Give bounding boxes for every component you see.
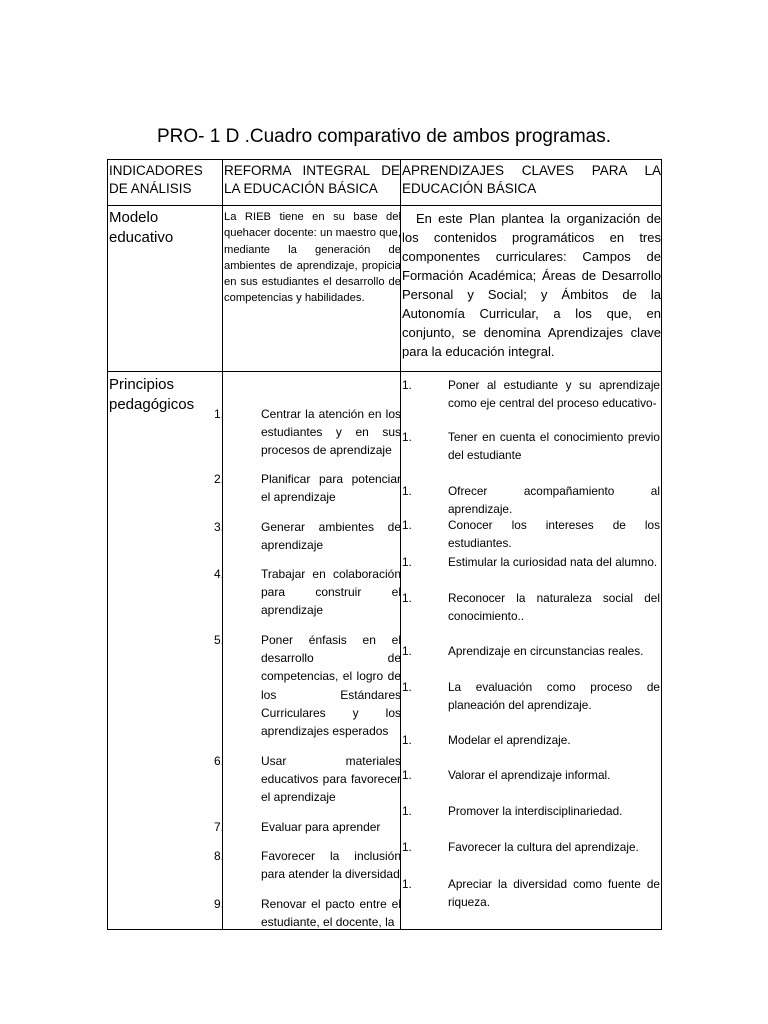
page-title: PRO- 1 D .Cuadro comparativo de ambos programas. xyxy=(156,126,612,147)
header-line: EDUCACIÓN BÁSICA xyxy=(402,181,537,196)
list-number: 1. xyxy=(402,768,412,782)
row-label-modelo-educativo xyxy=(109,208,219,248)
list-number: 1. xyxy=(402,555,412,569)
list-number: 1. xyxy=(402,644,412,658)
list-text: Usar materiales educativos para favorecer el aprendizaje xyxy=(261,754,401,805)
ac-principles-list xyxy=(402,160,661,929)
list-text: Ofrecer acompañamiento al aprendizaje. xyxy=(448,484,660,516)
row-label-line: educativo xyxy=(109,229,174,246)
header-line: INDICADORES xyxy=(109,163,203,178)
list-number: 1. xyxy=(402,378,412,392)
comparison-table xyxy=(107,159,662,930)
list-number: 1. xyxy=(402,733,412,747)
list-number: 4. xyxy=(214,567,225,581)
header-line: LA EDUCACIÓN BÁSICA xyxy=(224,181,378,196)
list-text: Trabajar en colaboración para construir el aprendizaje xyxy=(261,567,401,618)
list-text: Conocer los intereses de los estudiantes. xyxy=(448,518,660,550)
list-text: Renovar el pacto entre el estudiante, el docente, la xyxy=(261,897,401,930)
header-line: REFORMA INTEGRAL DE xyxy=(224,163,400,178)
list-number: 1. xyxy=(402,591,412,605)
list-text: Poner al estudiante y su aprendizaje como eje central del proceso educativo- xyxy=(448,378,660,410)
list-text: Evaluar para aprender xyxy=(261,820,381,834)
ac-modelo-paragraph: En este Plan plantea la organización de los contenidos programáticos en tres componentes curriculares: Campos de Formación Académica; Áreas de Desarrollo Personal y Social; y Ámbitos de la Autonomía Curricular, a los que, en conjunto, se denomina Aprendizajes clave para la educación integral. xyxy=(402,211,661,359)
list-text: Generar ambientes de aprendizaje xyxy=(261,520,401,553)
list-number: 1. xyxy=(402,484,412,498)
list-number: 2. xyxy=(214,472,225,486)
list-number: 1. xyxy=(214,407,225,421)
list-text: Valorar el aprendizaje informal. xyxy=(448,768,611,782)
list-number: 1. xyxy=(402,804,412,818)
header-indicadores xyxy=(109,162,219,198)
column-divider xyxy=(222,160,223,929)
list-text: Tener en cuenta el conocimiento previo del estudiante xyxy=(448,430,660,462)
row-label-line: Principios xyxy=(109,376,175,393)
list-text: Poner énfasis en el desarrollo de competencias, el logro de los Estándares Curriculares y los aprendizajes esperados xyxy=(261,633,401,739)
list-text: Centrar la atención en los estudiantes y en sus procesos de aprendizaje xyxy=(261,407,401,458)
rieb-principles-list xyxy=(214,160,401,930)
list-number: 5. xyxy=(214,633,225,647)
list-text: Planificar para potenciar el aprendizaje xyxy=(261,472,401,505)
list-text: Apreciar la diversidad como fuente de riqueza. xyxy=(448,877,660,909)
list-number: 9. xyxy=(214,897,225,911)
list-text: Reconocer la naturaleza social del conocimiento.. xyxy=(448,591,660,623)
row-label-line: pedagógicos xyxy=(109,396,195,413)
list-number: 3. xyxy=(214,520,225,534)
list-number: 1. xyxy=(402,680,412,694)
header-line: APRENDIZAJES CLAVES PARA LA xyxy=(402,163,661,178)
list-number: 7. xyxy=(214,820,225,834)
list-number: 8. xyxy=(214,849,225,863)
header-line: DE ANÁLISIS xyxy=(109,181,192,196)
list-number: 1. xyxy=(402,430,412,444)
list-number: 1. xyxy=(402,518,412,532)
list-text: Aprendizaje en circunstancias reales. xyxy=(448,644,644,658)
list-number: 1. xyxy=(402,877,412,891)
row-label-line: Modelo xyxy=(109,209,159,226)
rieb-modelo-text: La RIEB tiene en su base del quehacer docente: un maestro que, mediante la generación de ambientes de aprendizaje, propicia en sus estudiantes el desarrollo de competencias y habilidades. xyxy=(224,211,401,305)
list-text: Promover la interdisciplinariedad. xyxy=(448,804,623,818)
list-number: 6. xyxy=(214,754,225,768)
list-text: Modelar el aprendizaje. xyxy=(448,733,571,747)
list-text: Estimular la curiosidad nata del alumno. xyxy=(448,555,658,569)
list-text: Favorecer la cultura del aprendizaje. xyxy=(448,840,639,854)
row-label-principios xyxy=(109,375,219,415)
list-text: Favorecer la inclusión para atender la diversidad xyxy=(261,849,401,882)
list-text: La evaluación como proceso de planeación del aprendizaje. xyxy=(448,680,660,712)
list-number: 1. xyxy=(402,840,412,854)
